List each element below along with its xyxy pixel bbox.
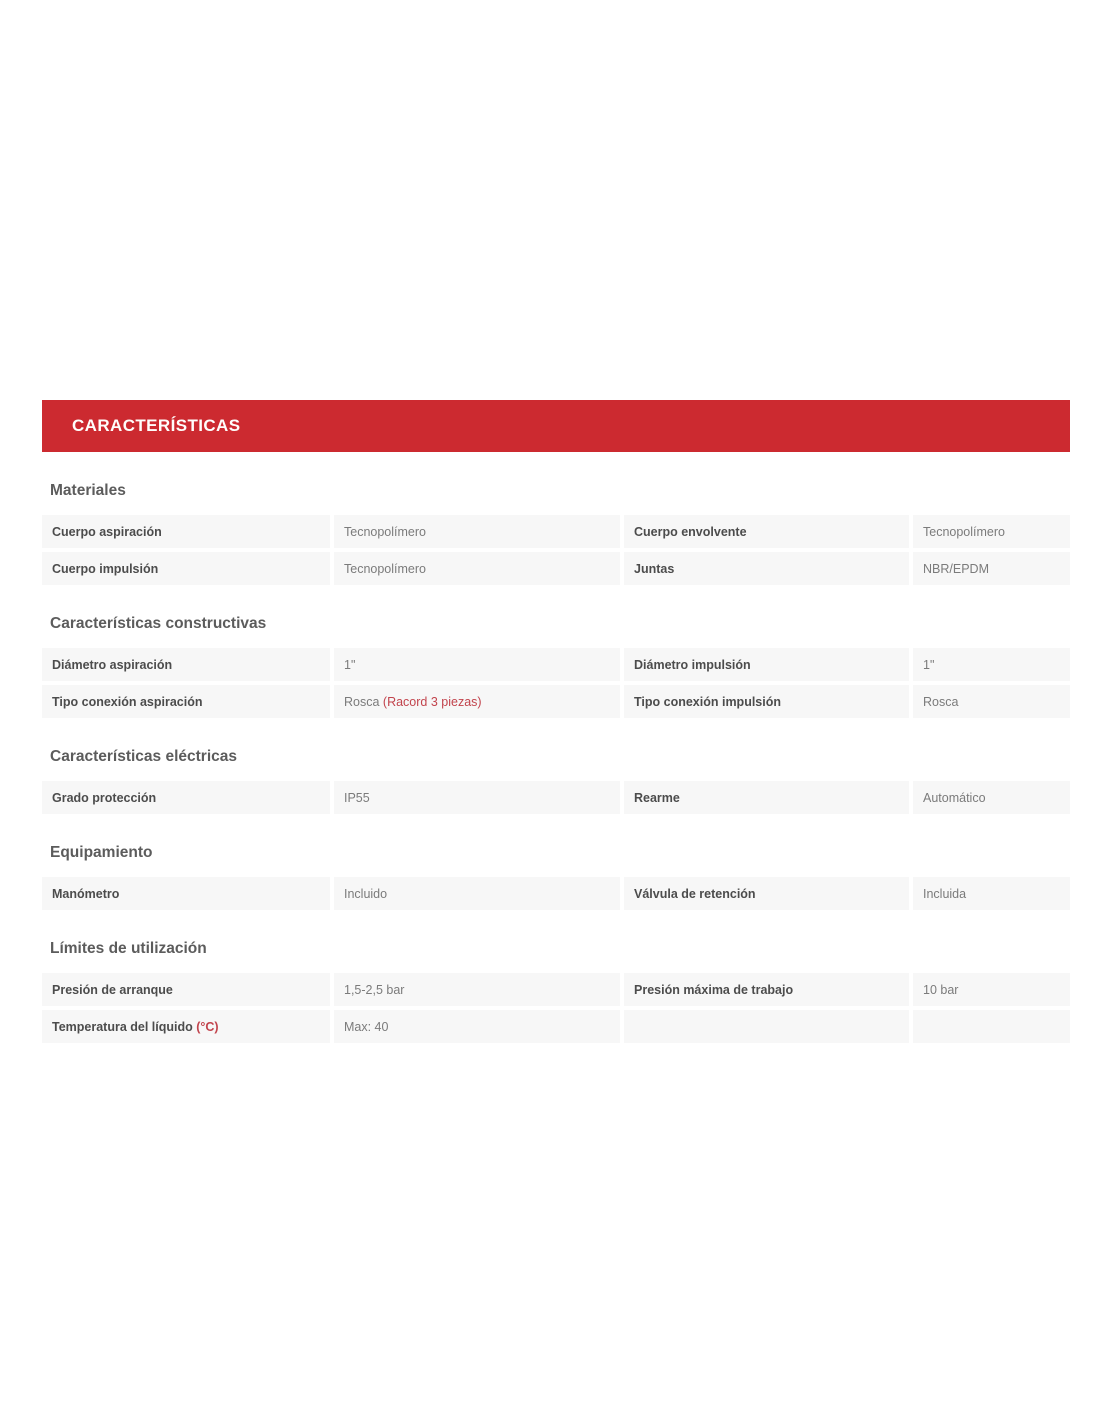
spec-label: Cuerpo impulsión	[52, 561, 159, 576]
spec-label: Diámetro impulsión	[634, 657, 751, 672]
table-row	[42, 973, 1070, 1006]
spec-label: Presión de arranque	[52, 982, 173, 997]
section-materiales	[42, 482, 1070, 585]
spec-value-cell	[334, 877, 620, 910]
spec-value: Rosca	[344, 694, 383, 709]
spec-value: Tecnopolímero	[344, 561, 426, 576]
spec-label-cell	[42, 685, 330, 718]
table-row	[42, 877, 1070, 910]
spec-label-cell	[42, 648, 330, 681]
spec-value: 10 bar	[923, 982, 959, 997]
spec-value-cell	[334, 552, 620, 585]
spec-label-cell	[42, 1010, 330, 1043]
spec-label-cell	[624, 781, 909, 814]
spec-value-cell	[334, 781, 620, 814]
spec-value: Tecnopolímero	[344, 524, 426, 539]
spec-value-cell	[913, 877, 1070, 910]
spec-label-cell	[42, 781, 330, 814]
spec-value: IP55	[344, 790, 370, 805]
characteristics-title: CARACTERÍSTICAS	[72, 416, 241, 435]
spec-label-cell	[42, 877, 330, 910]
section-heading: Equipamiento	[50, 844, 153, 861]
table-row	[42, 648, 1070, 681]
characteristics-content	[42, 400, 1070, 1047]
spec-value: Incluido	[344, 886, 388, 901]
section-caracteristicas-constructivas	[42, 615, 1070, 718]
spec-value-cell	[334, 1010, 620, 1043]
spec-label-cell	[42, 973, 330, 1006]
spec-label-cell	[624, 973, 909, 1006]
spec-label-cell	[624, 877, 909, 910]
spec-label-cell	[42, 515, 330, 548]
spec-value: Tecnopolímero	[923, 524, 1005, 539]
spec-label-cell-empty	[624, 1010, 909, 1043]
spec-value: Automático	[923, 790, 986, 805]
spec-label: Cuerpo aspiración	[52, 524, 162, 539]
spec-label: Grado protección	[52, 790, 157, 805]
section-heading: Materiales	[50, 482, 126, 499]
section-caracteristicas-electricas	[42, 748, 1070, 814]
spec-label: Cuerpo envolvente	[634, 524, 747, 539]
spec-value-cell	[913, 648, 1070, 681]
spec-value-accent: (Racord 3 piezas)	[382, 694, 482, 709]
spec-label-accent: (°C)	[196, 1019, 219, 1034]
table-row	[42, 685, 1070, 718]
spec-value-cell	[334, 973, 620, 1006]
spec-value-cell	[334, 515, 620, 548]
spec-label-cell	[624, 552, 909, 585]
table-row	[42, 552, 1070, 585]
spec-value-cell	[913, 973, 1070, 1006]
table-row	[42, 781, 1070, 814]
spec-value-cell	[334, 648, 620, 681]
spec-label: Válvula de retención	[634, 886, 756, 901]
spec-value-cell	[334, 685, 620, 718]
spec-label-cell	[624, 515, 909, 548]
spec-label-cell	[624, 685, 909, 718]
spec-value: 1,5-2,5 bar	[344, 982, 405, 997]
spec-value-cell-empty	[913, 1010, 1070, 1043]
section-heading: Características eléctricas	[50, 748, 237, 765]
spec-label: Juntas	[634, 561, 675, 576]
spec-label-cell	[624, 648, 909, 681]
spec-value-cell	[913, 685, 1070, 718]
spec-label: Diámetro aspiración	[52, 657, 173, 672]
section-heading: Características constructivas	[50, 615, 267, 632]
spec-label: Manómetro	[52, 886, 120, 901]
spec-label: Tipo conexión impulsión	[634, 694, 781, 709]
section-heading: Límites de utilización	[50, 940, 207, 957]
table-row	[42, 1010, 1070, 1043]
section-equipamiento	[42, 844, 1070, 910]
spec-value: NBR/EPDM	[923, 561, 989, 576]
spec-label: Tipo conexión aspiración	[52, 694, 203, 709]
spec-value: 1"	[344, 657, 356, 672]
section-limites-de-utilizacion	[42, 940, 1070, 1043]
table-row	[42, 515, 1070, 548]
spec-value: Max: 40	[344, 1019, 389, 1034]
spec-value: 1"	[923, 657, 935, 672]
characteristics-banner	[42, 400, 1070, 452]
spec-value-cell	[913, 781, 1070, 814]
spec-value: Incluida	[923, 886, 967, 901]
spec-label: Temperatura del líquido	[52, 1019, 197, 1034]
spec-label: Presión máxima de trabajo	[634, 982, 794, 997]
spec-label-cell	[42, 552, 330, 585]
spec-value-cell	[913, 552, 1070, 585]
spec-label: Rearme	[634, 790, 680, 805]
spec-value-cell	[913, 515, 1070, 548]
spec-value: Rosca	[923, 694, 959, 709]
